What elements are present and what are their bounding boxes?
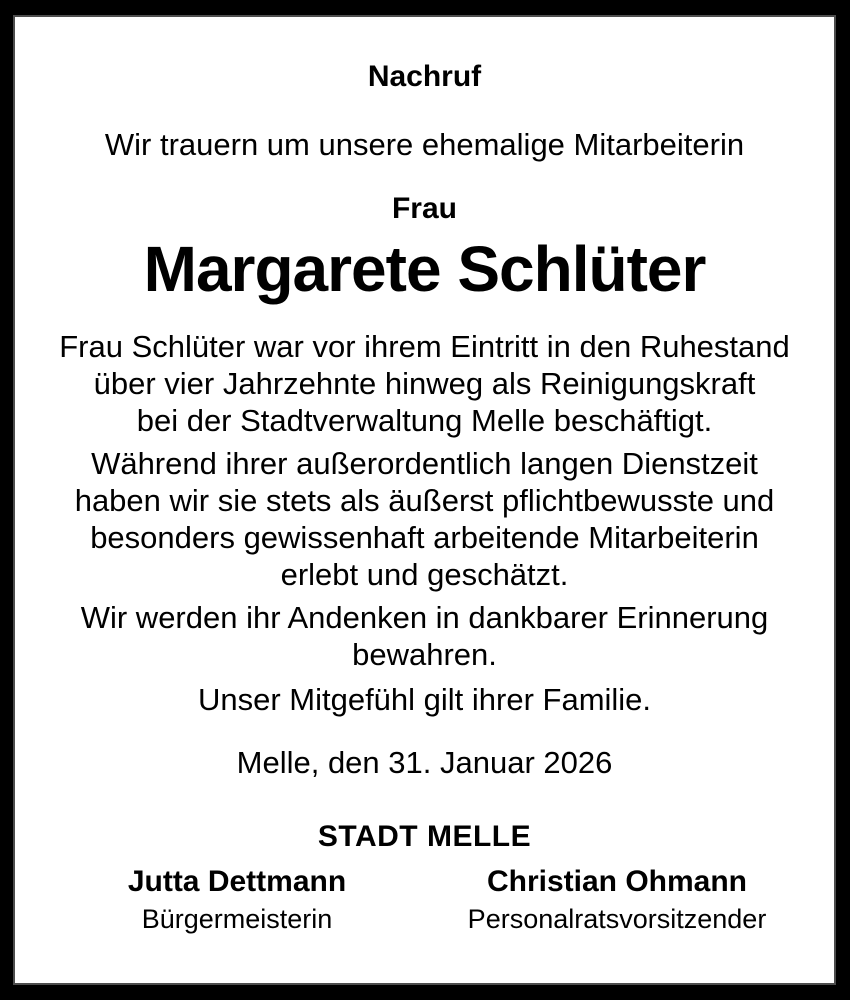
paragraph-service — [15, 445, 834, 593]
signature-name: Jutta Dettmann — [127, 865, 347, 898]
signature-role: Bürgermeisterin — [141, 904, 333, 934]
deceased-name: Margarete Schlüter — [143, 233, 706, 305]
paragraph-remembrance — [15, 599, 834, 673]
paragraph-line: erlebt und geschätzt. — [280, 557, 569, 592]
signature-left — [128, 864, 346, 935]
paragraph-line: haben wir sie stets als äußerst pflichtbewusste und — [74, 483, 775, 518]
notice-title: Nachruf — [367, 60, 482, 93]
paragraph-line: Wir werden ihr Andenken in dankbarer Erinnerung — [80, 600, 769, 635]
organization-name: STADT MELLE — [317, 820, 532, 853]
paragraph-line: über vier Jahrzehnte hinweg als Reinigungskraft — [93, 366, 756, 401]
salutation: Frau — [391, 192, 457, 225]
paragraph-line: Frau Schlüter war vor ihrem Eintritt in den Ruhestand — [59, 329, 790, 364]
paragraph-line: Während ihrer außerordentlich langen Dienstzeit — [91, 446, 758, 481]
paragraph-line: Unser Mitgefühl gilt ihrer Familie. — [197, 682, 652, 717]
signature-role: Personalratsvorsitzender — [467, 904, 767, 934]
dateline: Melle, den 31. Januar 2026 — [236, 745, 613, 780]
paragraph-employment — [15, 328, 834, 439]
signature-right — [468, 864, 767, 935]
paragraph-line: bewahren. — [352, 637, 497, 672]
signatures-row — [15, 864, 834, 944]
signature-name: Christian Ohmann — [486, 865, 748, 898]
paragraph-condolence — [15, 681, 834, 718]
paragraph-line: bei der Stadtverwaltung Melle beschäftigt. — [136, 403, 713, 438]
paragraph-line: besonders gewissenhaft arbeitende Mitarbeiterin — [90, 520, 759, 555]
intro-line: Wir trauern um unsere ehemalige Mitarbeiterin — [104, 127, 745, 162]
obituary-card — [13, 15, 836, 985]
